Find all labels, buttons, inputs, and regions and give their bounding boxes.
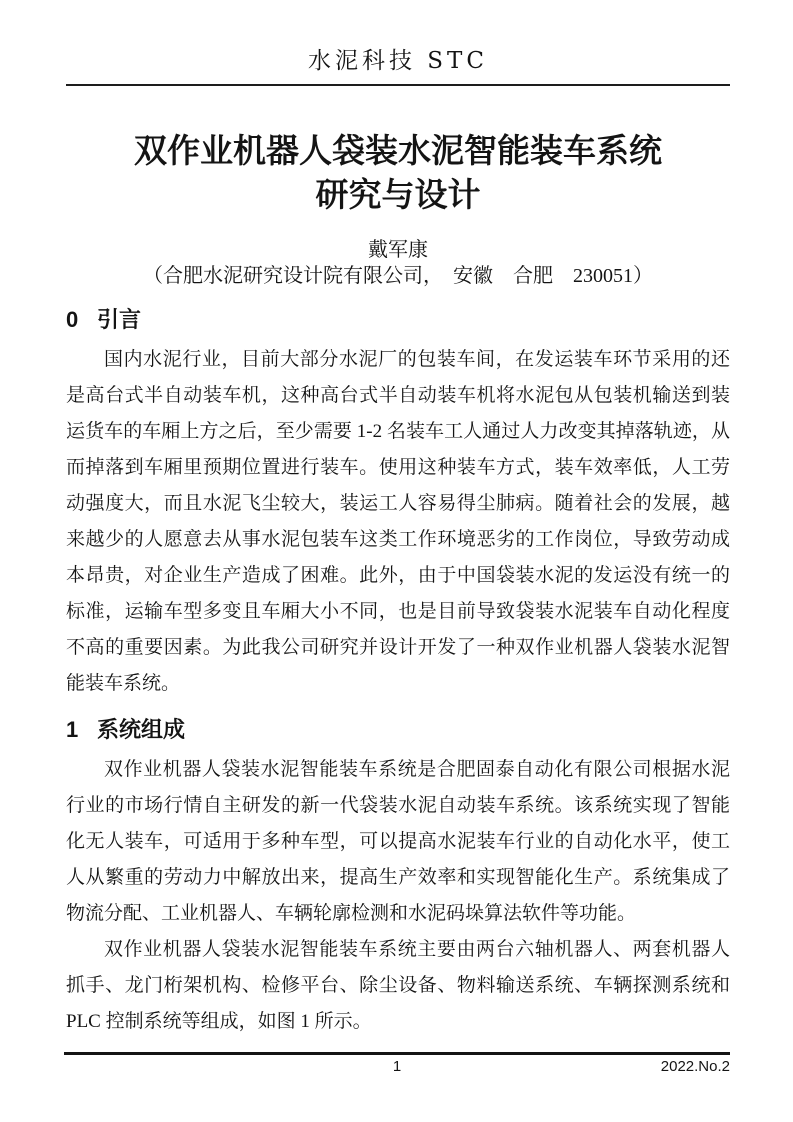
paper-title bbox=[66, 129, 730, 217]
section-title: 引言 bbox=[96, 307, 141, 332]
section-heading-system-composition bbox=[66, 715, 730, 744]
section-title: 系统组成 bbox=[96, 717, 185, 742]
page-footer bbox=[64, 1052, 730, 1076]
paragraph-introduction: 国内水泥行业，目前大部分水泥厂的包装车间，在发运装车环节采用的还是高台式半自动装车机，这种高台式半自动装车机将水泥包从包装机输送到装运货车的车厢上方之后，至少需要 1-2 名装车工人通过人力改变其掉落轨迹，从而掉落到车厢里预期位置进行装车。使用这种装车方式，装车效率低，人工劳动强度大，而且水泥飞尘较大，装运工人容易得尘肺病。随着社会的发展，越来越少的人愿意去从事水泥包装车这类工作环境恶劣的工作岗位，导致劳动成本昂贵，对企业生产造成了困难。此外，由于中国袋装水泥的发运没有统一的标准，运输车型多变且车厢大小不同，也是目前导致袋装水泥装车自动化程度不高的重要因素。为此我公司研究并设计开发了一种双作业机器人袋装水泥智能装车系统。 bbox=[66, 349, 730, 694]
page-number: 1 bbox=[392, 1058, 402, 1075]
journal-header bbox=[66, 0, 730, 86]
author-affiliation: （合肥水泥研究设计院有限公司， 安徽 合肥 230051） bbox=[143, 265, 653, 287]
section-heading-introduction bbox=[66, 305, 730, 334]
paper-title-line1: 双作业机器人袋装水泥智能装车系统 bbox=[134, 132, 662, 169]
paragraph-system-components: 双作业机器人袋装水泥智能装车系统主要由两台六轴机器人、两套机器人抓手、龙门桁架机构、检修平台、除尘设备、物料输送系统、车辆探测系统和 PLC 控制系统等组成，如图 1 所示。 bbox=[66, 939, 730, 1032]
section-number: 1 bbox=[66, 717, 79, 742]
author-name: 戴军康 bbox=[368, 239, 428, 261]
paragraph-system-overview: 双作业机器人袋装水泥智能装车系统是合肥固泰自动化有限公司根据水泥行业的市场行情自主研发的新一代袋装水泥自动装车系统。该系统实现了智能化无人装车，可适用于多种车型，可以提高水泥装车行业的自动化水平，使工人从繁重的劳动力中解放出来，提高生产效率和实现智能化生产。系统集成了物流分配、工业机器人、车辆轮廓检测和水泥码垛算法软件等功能。 bbox=[66, 759, 730, 924]
paper-title-line2: 研究与设计 bbox=[315, 176, 481, 213]
journal-title: 水泥科技 STC bbox=[307, 48, 488, 74]
issue-label: 2022.No.2 bbox=[660, 1058, 730, 1075]
section-number: 0 bbox=[66, 307, 79, 332]
header-rule bbox=[66, 84, 730, 86]
footer-row bbox=[64, 1055, 730, 1076]
